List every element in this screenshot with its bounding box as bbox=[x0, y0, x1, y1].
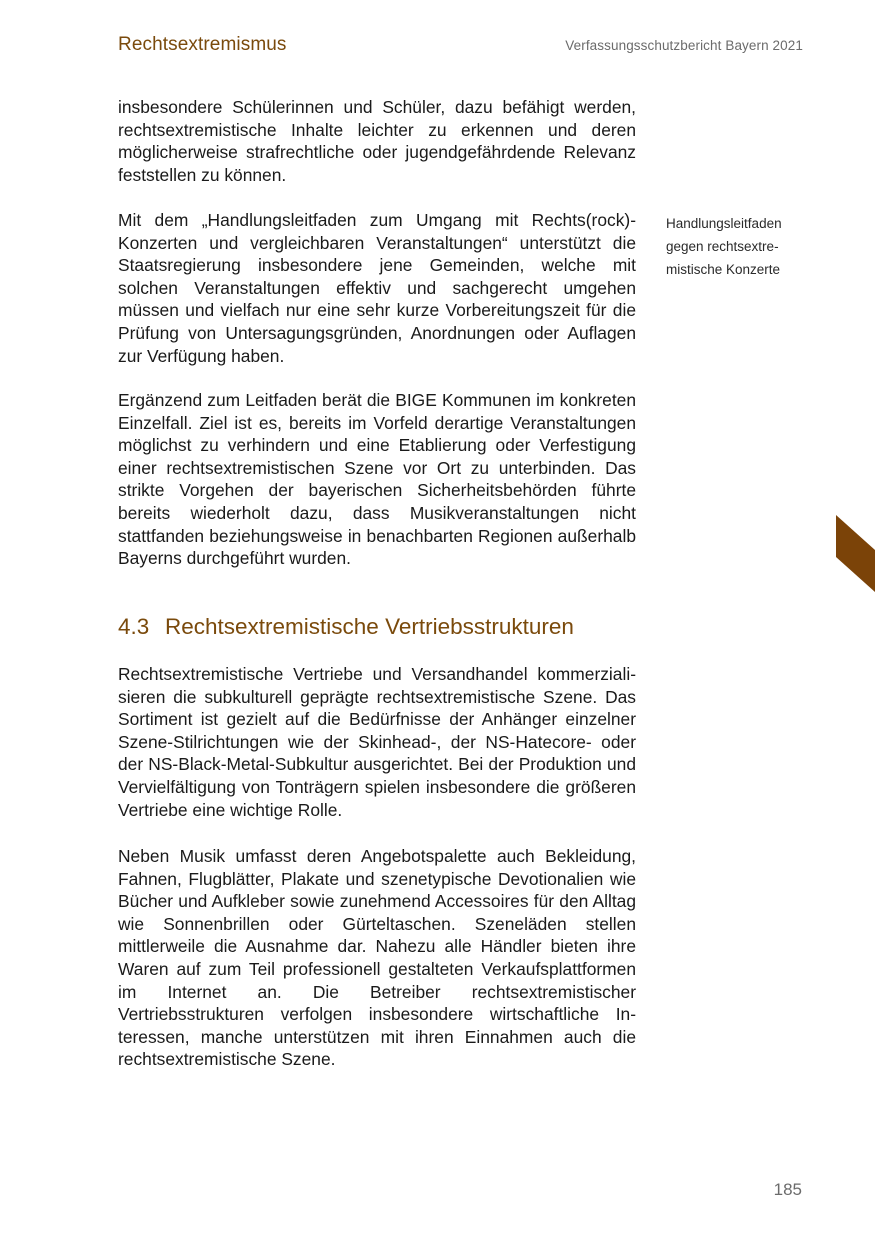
thumb-tab-shape bbox=[836, 515, 875, 592]
section-heading bbox=[118, 614, 574, 640]
page-number: 185 bbox=[773, 1180, 802, 1199]
section-number: 4.3 bbox=[118, 614, 150, 639]
margin-note-line: Handlungsleitfaden bbox=[666, 216, 782, 231]
body-paragraph bbox=[118, 663, 636, 821]
body-paragraph bbox=[118, 845, 636, 1071]
paragraph-text: Neben Musik umfasst deren Angebotspalette auch Bekleidung, Fahnen, Flugblätter, Plakate und szenetypische Devotionalien wie Bücher und Aufkleber sowie zunehmend Accessoires für den Alltag wie Sonnenbrillen oder Gürteltaschen. Szeneläden stellen mittlerweile die Ausnahme dar. Nahezu alle Händler bieten ihre Waren auf zum Teil professionell gestalteten Verkaufsplattformen im Internet an. Die Betreiber rechtsextremistischer Vertriebsstrukturen verfolgen insbesondere wirtschaftliche Interessen, manche unterstützen mit ihren Einnahmen auch die rechtsextremistische Szene. bbox=[118, 846, 636, 1070]
body-paragraph bbox=[118, 389, 636, 570]
paragraph-text: Mit dem „Handlungsleitfaden zum Umgang mit Rechts(rock)-Konzerten und vergleichbaren Veranstaltungen“ unterstützt die Staatsregierung insbesondere jene Gemeinden, welche mit solchen Veranstaltungen effektiv und sachgerecht umgehen müssen und vielfach nur eine sehr kurze Vorbereitungszeit für die Prüfung von Untersagungsgründen, Anordnungen oder Auflagen zur Verfügung haben. bbox=[118, 210, 636, 366]
paragraph-text: insbesondere Schülerinnen und Schüler, dazu befähigt werden, rechtsextremistische Inhalte leichter zu erkennen und deren möglicherweise strafrechtliche oder jugendgefährdende Relevanz feststellen zu können. bbox=[118, 97, 636, 185]
body-paragraph bbox=[118, 209, 636, 367]
running-header-report-title: Verfassungsschutzbericht Bayern 2021 bbox=[565, 38, 803, 53]
chapter-thumb-tab bbox=[836, 515, 875, 592]
paragraph-text: Rechtsextremistische Vertriebe und Versandhandel kommerzialisieren die subkulturell geprägte rechtsextremistische Szene. Das Sortiment ist gezielt auf die Bedürfnisse der Anhänger einzelner Szene-Stilrichtungen wie der Skinhead-, der NS-Hatecore- oder der NS-Black-Metal-Subkultur ausgerichtet. Bei der Produktion und Vervielfältigung von Tonträgern spielen insbesondere die größeren Vertriebe eine wichtige Rolle. bbox=[118, 664, 636, 820]
section-title: Rechtsextremistische Vertriebsstrukturen bbox=[165, 614, 574, 639]
margin-note-line: mistische Konzerte bbox=[666, 262, 781, 277]
paragraph-text: Ergänzend zum Leitfaden berät die BIGE Kommunen im konkreten Einzelfall. Ziel ist es, bereits im Vorfeld derartige Veranstaltungen möglichst zu verhindern und eine Etablierung oder Verfestigung einer rechtsextremistischen Szene vor Ort zu unterbinden. Das strikte Vorgehen der bayerischen Sicherheitsbehörden führte bereits wiederholt dazu, dass Musikveranstaltungen nicht stattfanden beziehungsweise in benachbarten Regionen außerhalb Bayerns durchgeführt wurden. bbox=[118, 390, 636, 569]
margin-note-line: gegen rechtsextre- bbox=[666, 239, 779, 254]
body-paragraph bbox=[118, 96, 636, 186]
running-header-chapter: Rechtsextremismus bbox=[118, 34, 287, 55]
margin-note bbox=[666, 212, 806, 281]
